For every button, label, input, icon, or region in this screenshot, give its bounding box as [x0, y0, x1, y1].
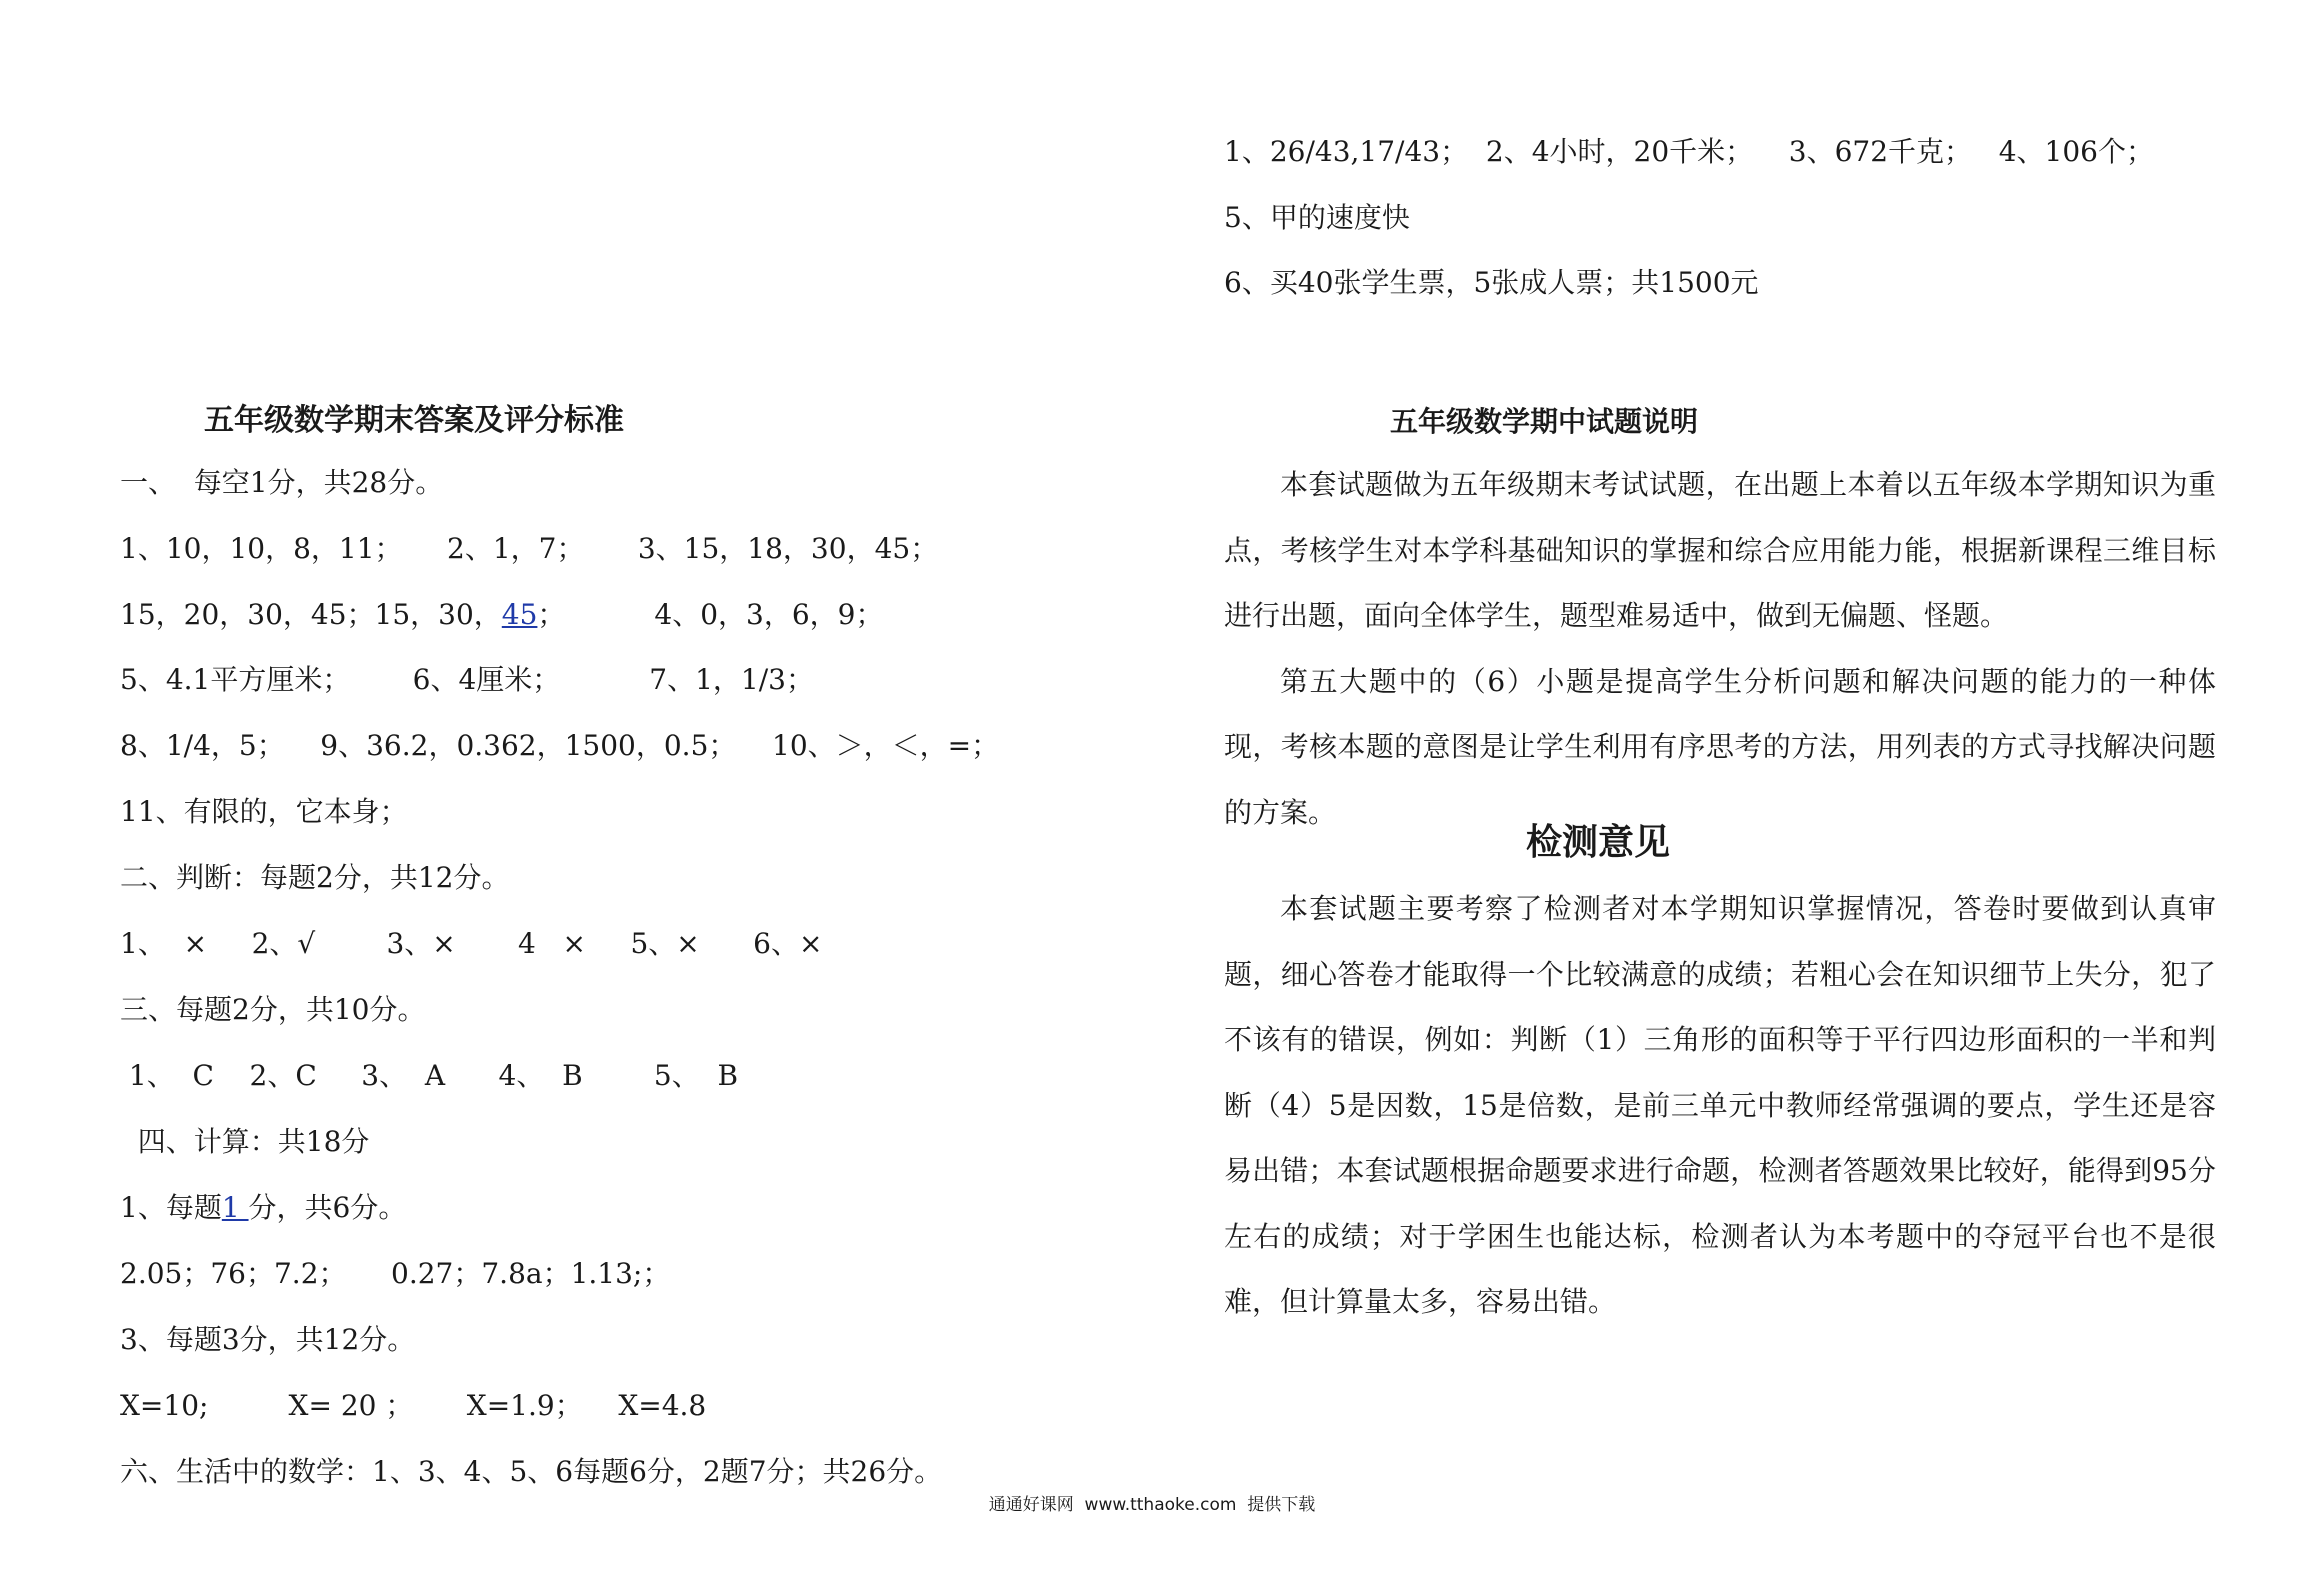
answer-line: X=10; X= 20 ； X=1.9； X=4.8 — [120, 1389, 707, 1422]
answer-text: 1、每题 — [120, 1191, 222, 1224]
answer-text: 分，共6分。 — [248, 1191, 407, 1224]
answer-line: 1、10，10，8，11； 2、1，7； 3、15，18，30，45； — [120, 532, 939, 565]
page-title: 五年级数学期末答案及评分标准 — [204, 403, 624, 438]
answer-line-5: 5、甲的速度快 — [1224, 201, 1410, 234]
paragraph: 本套试题做为五年级期末考试试题，在出题上本着以五年级本学期知识为重点，考核学生对本学科基础知识的掌握和综合应用能力能，根据新课程三维目标进行出题，面向全体学生，题型难易适中，做到无偏题、怪题。 — [1224, 468, 2216, 632]
section-4-heading: 四、计算：共18分 — [120, 1125, 370, 1158]
description-block — [1224, 452, 2216, 845]
answer-text: 15，20，30，45；15，30， — [120, 598, 502, 631]
section-1-heading: 一、 每空1分，共28分。 — [120, 466, 444, 499]
answer-text: ； 4、0，3，6，9； — [537, 598, 884, 631]
answer-link[interactable]: 45 — [501, 598, 538, 631]
answer-line-6: 6、买40张学生票，5张成人票；共1500元 — [1224, 266, 1759, 299]
answer-line: 3、每题3分，共12分。 — [120, 1323, 416, 1356]
answer-line: 11、有限的，它本身； — [120, 795, 408, 828]
paragraph: 第五大题中的（6）小题是提高学生分析问题和解决问题的能力的一种体现，考核本题的意图是让学生利用有序思考的方法，用列表的方式寻找解决问题的方案。 — [1224, 664, 2216, 829]
answer-line: 8、1/4，5； 9、36.2，0.362，1500，0.5； 10、＞，＜，=； — [120, 729, 1000, 762]
section-6-heading: 六、生活中的数学：1、3、4、5、6每题6分，2题7分；共26分。 — [120, 1455, 943, 1488]
section-title: 五年级数学期中试题说明 — [1390, 405, 1699, 438]
evaluation-block — [1224, 876, 2216, 1335]
answer-line: 1、 C 2、C 3、 A 4、 B 5、 B — [120, 1059, 739, 1092]
section-3-heading: 三、每题2分，共10分。 — [120, 993, 426, 1026]
answer-line-1: 1、26/43,17/43； 2、4小时，20千米； 3、672千克； 4、106个； — [1224, 135, 2154, 168]
answer-line — [120, 595, 884, 635]
section-2-heading: 二、判断：每题2分，共12分。 — [120, 861, 510, 894]
answer-line: 5、4.1平方厘米； 6、4厘米； 7、1，1/3； — [120, 663, 814, 696]
section-title: 检测意见 — [1526, 821, 1671, 863]
answer-link[interactable]: 1 — [221, 1191, 249, 1224]
answer-line — [120, 1188, 406, 1228]
answer-line: 2.05；76；7.2； 0.27；7.8a；1.13;； — [120, 1257, 671, 1290]
paragraph: 本套试题主要考察了检测者对本学期知识掌握情况，答卷时要做到认真审题，细心答卷才能取得一个比较满意的成绩；若粗心会在知识细节上失分，犯了不该有的错误，例如：判断（1）三角形的面积等于平行四边形面积的一半和判断（4）5是因数，15是倍数，是前三单元中教师经常强调的要点，学生还是容易出错；本套试题根据命题要求进行命题，检测者答题效果比较好，能得到95分左右的成绩；对于学困生也能达标，检测者认为本考题中的夺冠平台也不是很难，但计算量太多，容易出错。 — [1224, 892, 2216, 1318]
footer-text: 通通好课网 www.tthaoke.com 提供下载 — [988, 1495, 1316, 1515]
answer-line: 1、 × 2、√ 3、× 4 × 5、× 6、× — [120, 927, 823, 960]
